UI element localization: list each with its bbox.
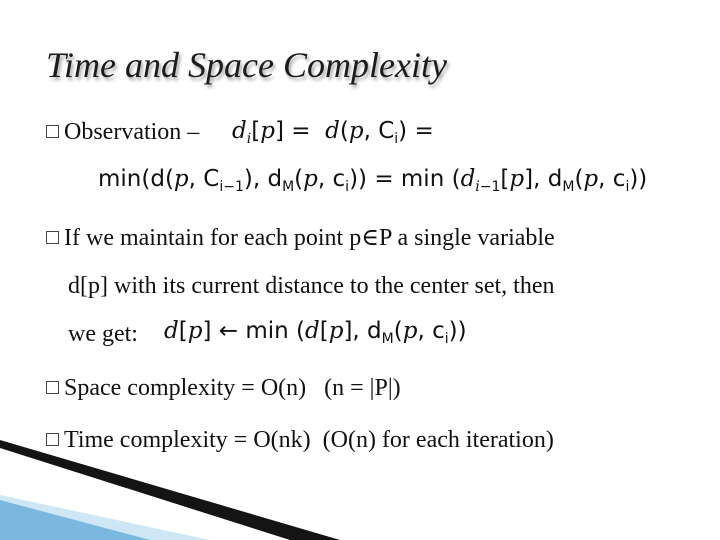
bullet-space-complexity bbox=[46, 376, 401, 400]
observation-formula-line1: $d_i[p] = d(p$, $C_i$) = bbox=[232, 118, 434, 147]
space-complexity-text: Space complexity = O(n) (n = |P|) bbox=[64, 375, 401, 401]
bullet-maintain bbox=[46, 226, 555, 250]
corner-decoration bbox=[0, 440, 420, 540]
observation-formula-line2: min(d(p, $C_{i-1}$), $d_M(p$, $c_i)) = \min (d_{i-1}[p]$, $d_M(p$, $c_i$)) bbox=[98, 166, 648, 195]
time-complexity-text: Time complexity = O(nk) (O(n) for each iteration) bbox=[64, 427, 554, 453]
decoration-mid-band bbox=[0, 500, 150, 540]
slide-title: Time and Space Complexity bbox=[46, 45, 447, 85]
maintain-line2: d[p] with its current distance to the center set, then bbox=[68, 273, 555, 299]
maintain-line1: If we maintain for each point p∈P a single variable bbox=[64, 225, 555, 251]
bullet-observation bbox=[46, 120, 199, 144]
bullet-box-icon bbox=[46, 125, 59, 138]
maintain-line3: we get: bbox=[68, 321, 138, 347]
observation-label: Observation – bbox=[64, 119, 200, 145]
bullet-box-icon bbox=[46, 381, 59, 394]
update-formula: d[p] ← min (d[p], $d_M(p$, $c_i$)) bbox=[164, 318, 467, 347]
bullet-box-icon bbox=[46, 231, 59, 244]
